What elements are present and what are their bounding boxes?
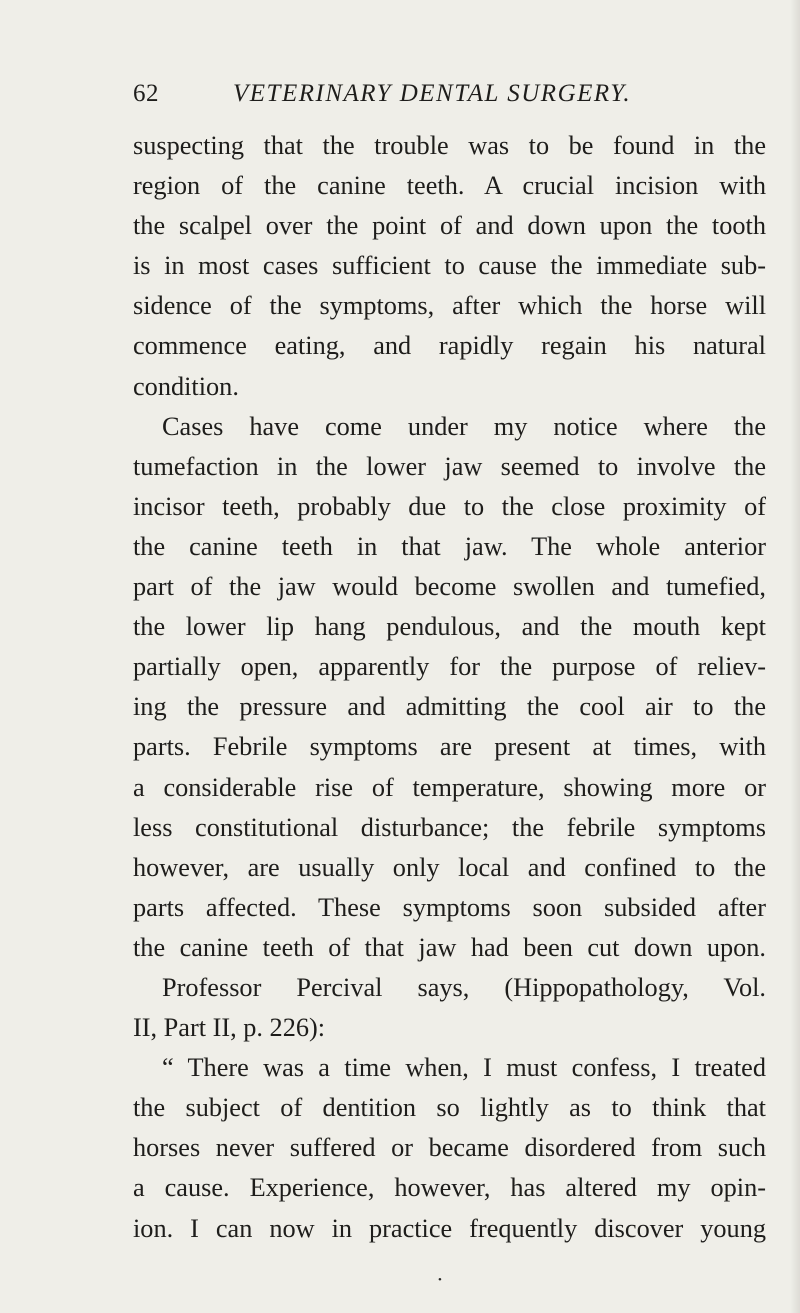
body-text <box>133 126 766 1249</box>
text-line: ion. I can now in practice frequently discover young <box>133 1213 766 1243</box>
text-line: tumefaction in the lower jaw seemed to involve the <box>133 451 766 481</box>
text-line: parts affected. These symptoms soon subsided after <box>133 892 766 922</box>
text-line: horses never suffered or became disordered from such <box>133 1133 766 1163</box>
text-line: a cause. Experience, however, has altered my opin- <box>133 1173 766 1203</box>
text-line: suspecting that the trouble was to be found in the <box>133 131 766 160</box>
text-line: the canine teeth in that jaw. The whole anterior <box>133 531 766 561</box>
running-title: VETERINARY DENTAL SURGERY. <box>233 80 632 107</box>
text-line: partially open, apparently for the purpose of reliev- <box>133 652 766 682</box>
text-line: parts. Febrile symptoms are present at times, with <box>133 732 766 762</box>
text-line: “ There was a time when, I must confess, I treated <box>162 1053 766 1083</box>
text-line: sidence of the symptoms, after which the horse will <box>133 291 766 321</box>
text-line: region of the canine teeth. A crucial incision with <box>133 171 766 201</box>
text-line: a considerable rise of temperature, showing more or <box>133 772 766 802</box>
text-line: the scalpel over the point of and down upon the tooth <box>133 211 766 241</box>
text-line: Cases have come under my notice where the <box>162 411 766 441</box>
text-line: is in most cases sufficient to cause the immediate sub- <box>133 251 766 281</box>
page-header <box>133 80 753 114</box>
text-line: commence eating, and rapidly regain his natural <box>133 331 766 361</box>
page-number: 62 <box>133 80 159 107</box>
text-line: however, are usually only local and confined to the <box>133 852 766 882</box>
text-line: II, Part II, p. 226): <box>133 1013 326 1043</box>
text-line: less constitutional disturbance; the febrile symptoms <box>133 812 766 842</box>
footer-ornament: • <box>438 1274 442 1286</box>
text-line: the canine teeth of that jaw had been cut down upon. <box>133 932 766 962</box>
text-line: ing the pressure and admitting the cool air to the <box>133 692 766 722</box>
text-line: Professor Percival says, (Hippopathology, Vol. <box>162 972 766 1002</box>
text-line: the lower lip hang pendulous, and the mouth kept <box>133 612 766 642</box>
text-line: incisor teeth, probably due to the close proximity of <box>133 491 766 521</box>
text-line: condition. <box>133 371 239 401</box>
page-edge-shadow <box>790 0 800 1313</box>
text-line: part of the jaw would become swollen and tumefied, <box>133 572 766 602</box>
text-line: the subject of dentition so lightly as to think that <box>133 1093 766 1123</box>
